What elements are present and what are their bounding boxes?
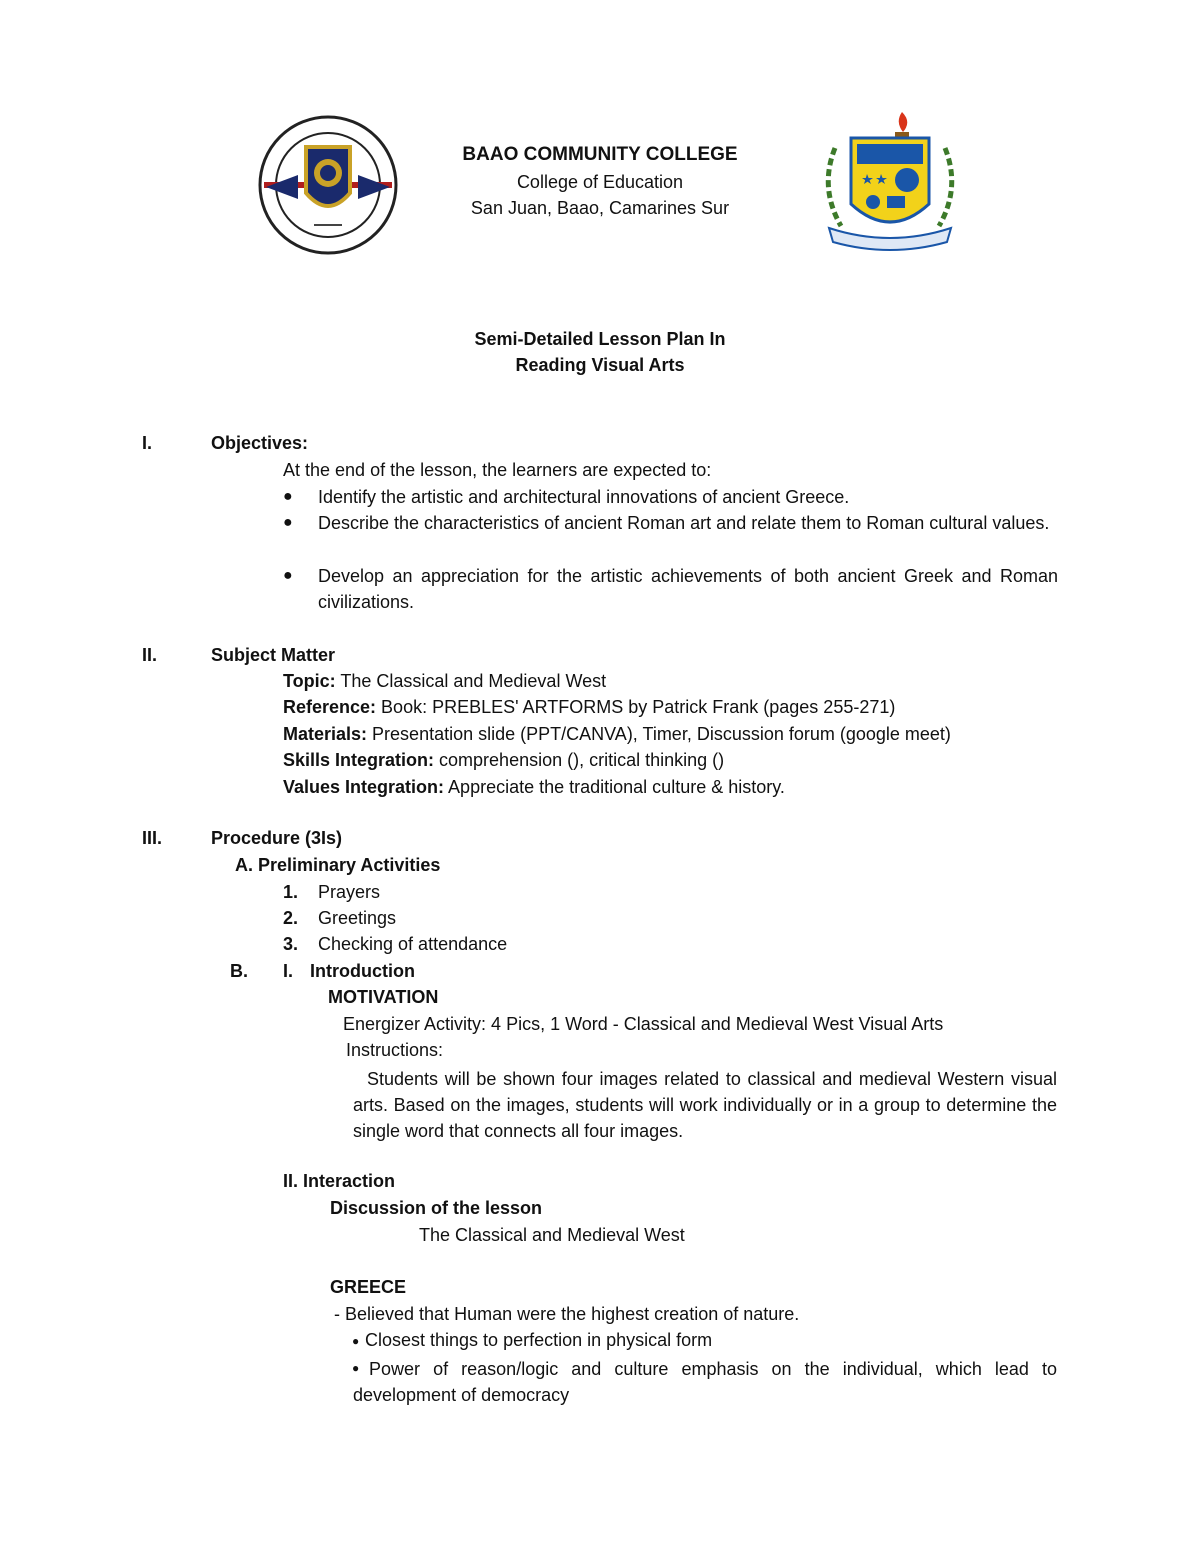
objective-item-3: Develop an appreciation for the artistic achievements of both ancient Greek and Roman civilizations. [318,566,1058,612]
greece-point-2: Power of reason/logic and culture emphasis on the individual, which lead to development of democracy [353,1359,1057,1405]
preliminary-item-prayers: Prayers [318,882,381,902]
introduction-numeral: I. [283,961,294,981]
preliminary-item-attendance: Checking of attendance [318,934,508,954]
skills-label: Skills Integration: [283,750,435,770]
preliminary-num-3: 3. [283,934,299,954]
bullet-icon: ● [283,488,293,505]
values-line [283,777,785,798]
bullet-icon: ● [283,567,293,584]
lesson-plan-subject: Reading Visual Arts [515,355,685,375]
greece-heading: GREECE [330,1277,407,1297]
college-address: San Juan, Baao, Camarines Sur [470,198,730,218]
bullet-icon: ● [352,1334,360,1348]
introduction-letter: B. [230,961,248,981]
preliminary-num-1: 1. [283,882,299,902]
reference-value: Book: PREBLES' ARTFORMS by Patrick Frank (pages 255-271) [376,697,896,717]
materials-line [283,724,951,745]
college-of-education-shield-icon [815,108,965,253]
reference-line [283,697,895,718]
topic-line [283,671,606,692]
preliminary-num-2: 2. [283,908,299,928]
greece-point-1: Closest things to perfection in physical form [365,1330,713,1350]
lesson-plan-title: Semi-Detailed Lesson Plan In [474,329,726,349]
instructions-text: Students will be shown four images related to classical and medieval Western visual arts. Based on the images, students will work individually or in a group to determine the single word that connects all four images. [353,1069,1057,1141]
subject-matter-numeral: II. [142,645,158,665]
skills-line [283,750,724,771]
greece-intro: - Believed that Human were the highest creation of nature. [334,1304,800,1324]
materials-value: Presentation slide (PPT/CANVA), Timer, Discussion forum (google meet) [367,724,951,744]
energizer-activity: Energizer Activity: 4 Pics, 1 Word - Classical and Medieval West Visual Arts [343,1014,944,1034]
interaction-heading: II. Interaction [283,1171,396,1191]
institution-name: BAAO COMMUNITY COLLEGE [462,144,738,165]
materials-label: Materials: [283,724,368,744]
subject-matter-heading: Subject Matter [211,645,336,665]
skills-value: comprehension (), critical thinking () [434,750,725,770]
introduction-heading: Introduction [310,961,415,981]
objective-item-2: Describe the characteristics of ancient Roman art and relate them to Roman cultural values. [318,513,1050,533]
community-college-seal-icon [258,115,398,255]
reference-label: Reference: [283,697,377,717]
procedure-heading: Procedure (3Is) [211,828,343,848]
objectives-numeral: I. [142,433,153,453]
preliminary-item-greetings: Greetings [318,908,397,928]
procedure-numeral: III. [142,828,163,848]
preliminary-heading: A. Preliminary Activities [235,855,441,875]
bullet-icon: ● [283,514,293,531]
objectives-heading: Objectives: [211,433,309,453]
topic-value: The Classical and Medieval West [335,671,607,691]
discussion-topic: The Classical and Medieval West [419,1225,685,1245]
values-label: Values Integration: [283,777,445,797]
topic-label: Topic: [283,671,336,691]
motivation-heading: MOTIVATION [328,987,439,1007]
college-name: College of Education [516,172,684,192]
bullet-icon: ● [352,1361,360,1375]
discussion-heading: Discussion of the lesson [330,1198,543,1218]
objectives-intro: At the end of the lesson, the learners are expected to: [283,460,712,480]
values-value: Appreciate the traditional culture & history. [444,777,785,797]
objective-item-1: Identify the artistic and architectural innovations of ancient Greece. [318,487,850,507]
instructions-label: Instructions: [346,1040,444,1060]
